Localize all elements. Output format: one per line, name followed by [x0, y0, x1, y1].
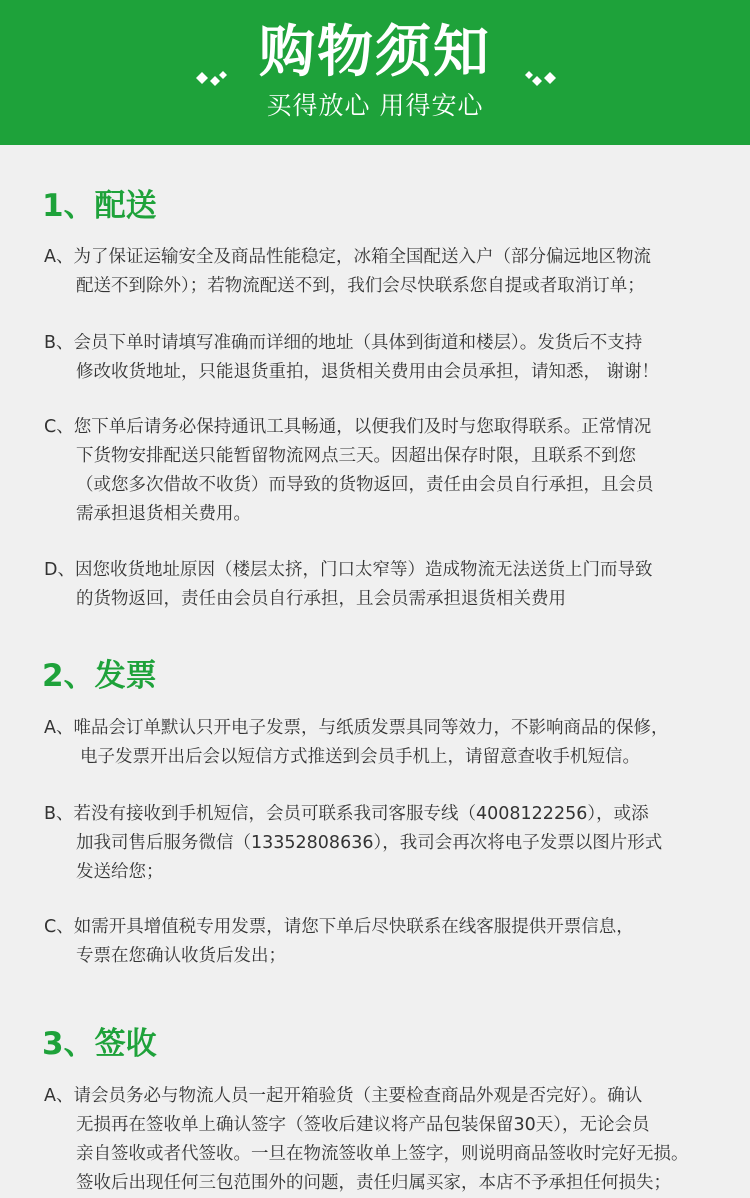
paragraph-invoice-a: [44, 714, 740, 772]
paragraph-invoice-c: [44, 913, 740, 971]
paragraph-line: 需承担退货相关费用。: [76, 504, 251, 524]
paragraph-line: 配送不到除外）；若物流配送不到，我们会尽快联系您自提或者取消订单；: [76, 276, 645, 296]
paragraph-line: 亲自签收或者代签收。一旦在物流签收单上签字，则说明商品签收时完好无损。: [76, 1144, 689, 1164]
paragraph-signing-a: [44, 1082, 740, 1198]
header-banner: [0, 0, 750, 145]
paragraph-line: A、唯品会订单默认只开电子发票，与纸质发票具同等效力，不影响商品的保修，: [44, 718, 669, 738]
section-title-signing: 3、签收: [42, 1026, 157, 1062]
paragraph-line: A、请会员务必与物流人员一起开箱验货（主要检查商品外观是否完好）。确认: [44, 1086, 643, 1106]
page-subtitle: 买得放心 用得安心: [266, 91, 484, 120]
diamond-dots-icon: [522, 68, 562, 88]
paragraph-line: C、您下单后请务必保持通讯工具畅通，以便我们及时与您取得联系。正常情况: [44, 417, 652, 437]
paragraph-line: B、会员下单时请填写准确而详细的地址（具体到街道和楼层）。发货后不支持: [44, 333, 643, 353]
paragraph-line: 加我司售后服务微信（13352808636），我司会再次将电子发票以图片形式: [76, 833, 663, 853]
paragraph-line: 电子发票开出后会以短信方式推送到会员手机上，请留意查收手机短信。: [80, 747, 640, 767]
paragraph-line: 专票在您确认收货后发出；: [76, 946, 286, 966]
paragraph-line: A、为了保证运输安全及商品性能稳定，冰箱全国配送入户（部分偏远地区物流: [44, 247, 651, 267]
paragraph-invoice-b: [44, 800, 740, 887]
paragraph-line: 签收后出现任何三包范围外的问题，责任归属买家，本店不予承担任何损失；: [76, 1173, 671, 1193]
paragraph-line: 修改收货地址，只能退货重拍，退货相关费用由会员承担，请知悉， 谢谢！: [76, 362, 660, 382]
paragraph-line: 的货物返回，责任由会员自行承担，且会员需承担退货相关费用: [76, 589, 566, 609]
section-title-delivery: 1、配送: [42, 188, 157, 224]
paragraph-line: D、因您收货地址原因（楼层太挤，门口太窄等）造成物流无法送货上门而导致: [44, 560, 653, 580]
paragraph-delivery-b: [44, 329, 740, 387]
paragraph-line: 无损再在签收单上确认签字（签收后建议将产品包装保留30天），无论会员: [76, 1115, 650, 1135]
paragraph-delivery-a: [44, 243, 740, 301]
paragraph-delivery-c: [44, 413, 740, 529]
paragraph-line: C、如需开具增值税专用发票，请您下单后尽快联系在线客服提供开票信息，: [44, 917, 634, 937]
paragraph-line: （或您多次借故不收货）而导致的货物返回，责任由会员自行承担，且会员: [76, 475, 654, 495]
paragraph-delivery-d: [44, 556, 740, 614]
paragraph-line: B、若没有接收到手机短信，会员可联系我司客服专线（4008122256），或添: [44, 804, 649, 824]
page-title: 购物须知: [259, 20, 491, 85]
paragraph-line: 下货物安排配送只能暂留物流网点三天。因超出保存时限，且联系不到您: [76, 446, 636, 466]
paragraph-line: 发送给您；: [76, 862, 164, 882]
section-title-invoice: 2、发票: [42, 658, 157, 694]
